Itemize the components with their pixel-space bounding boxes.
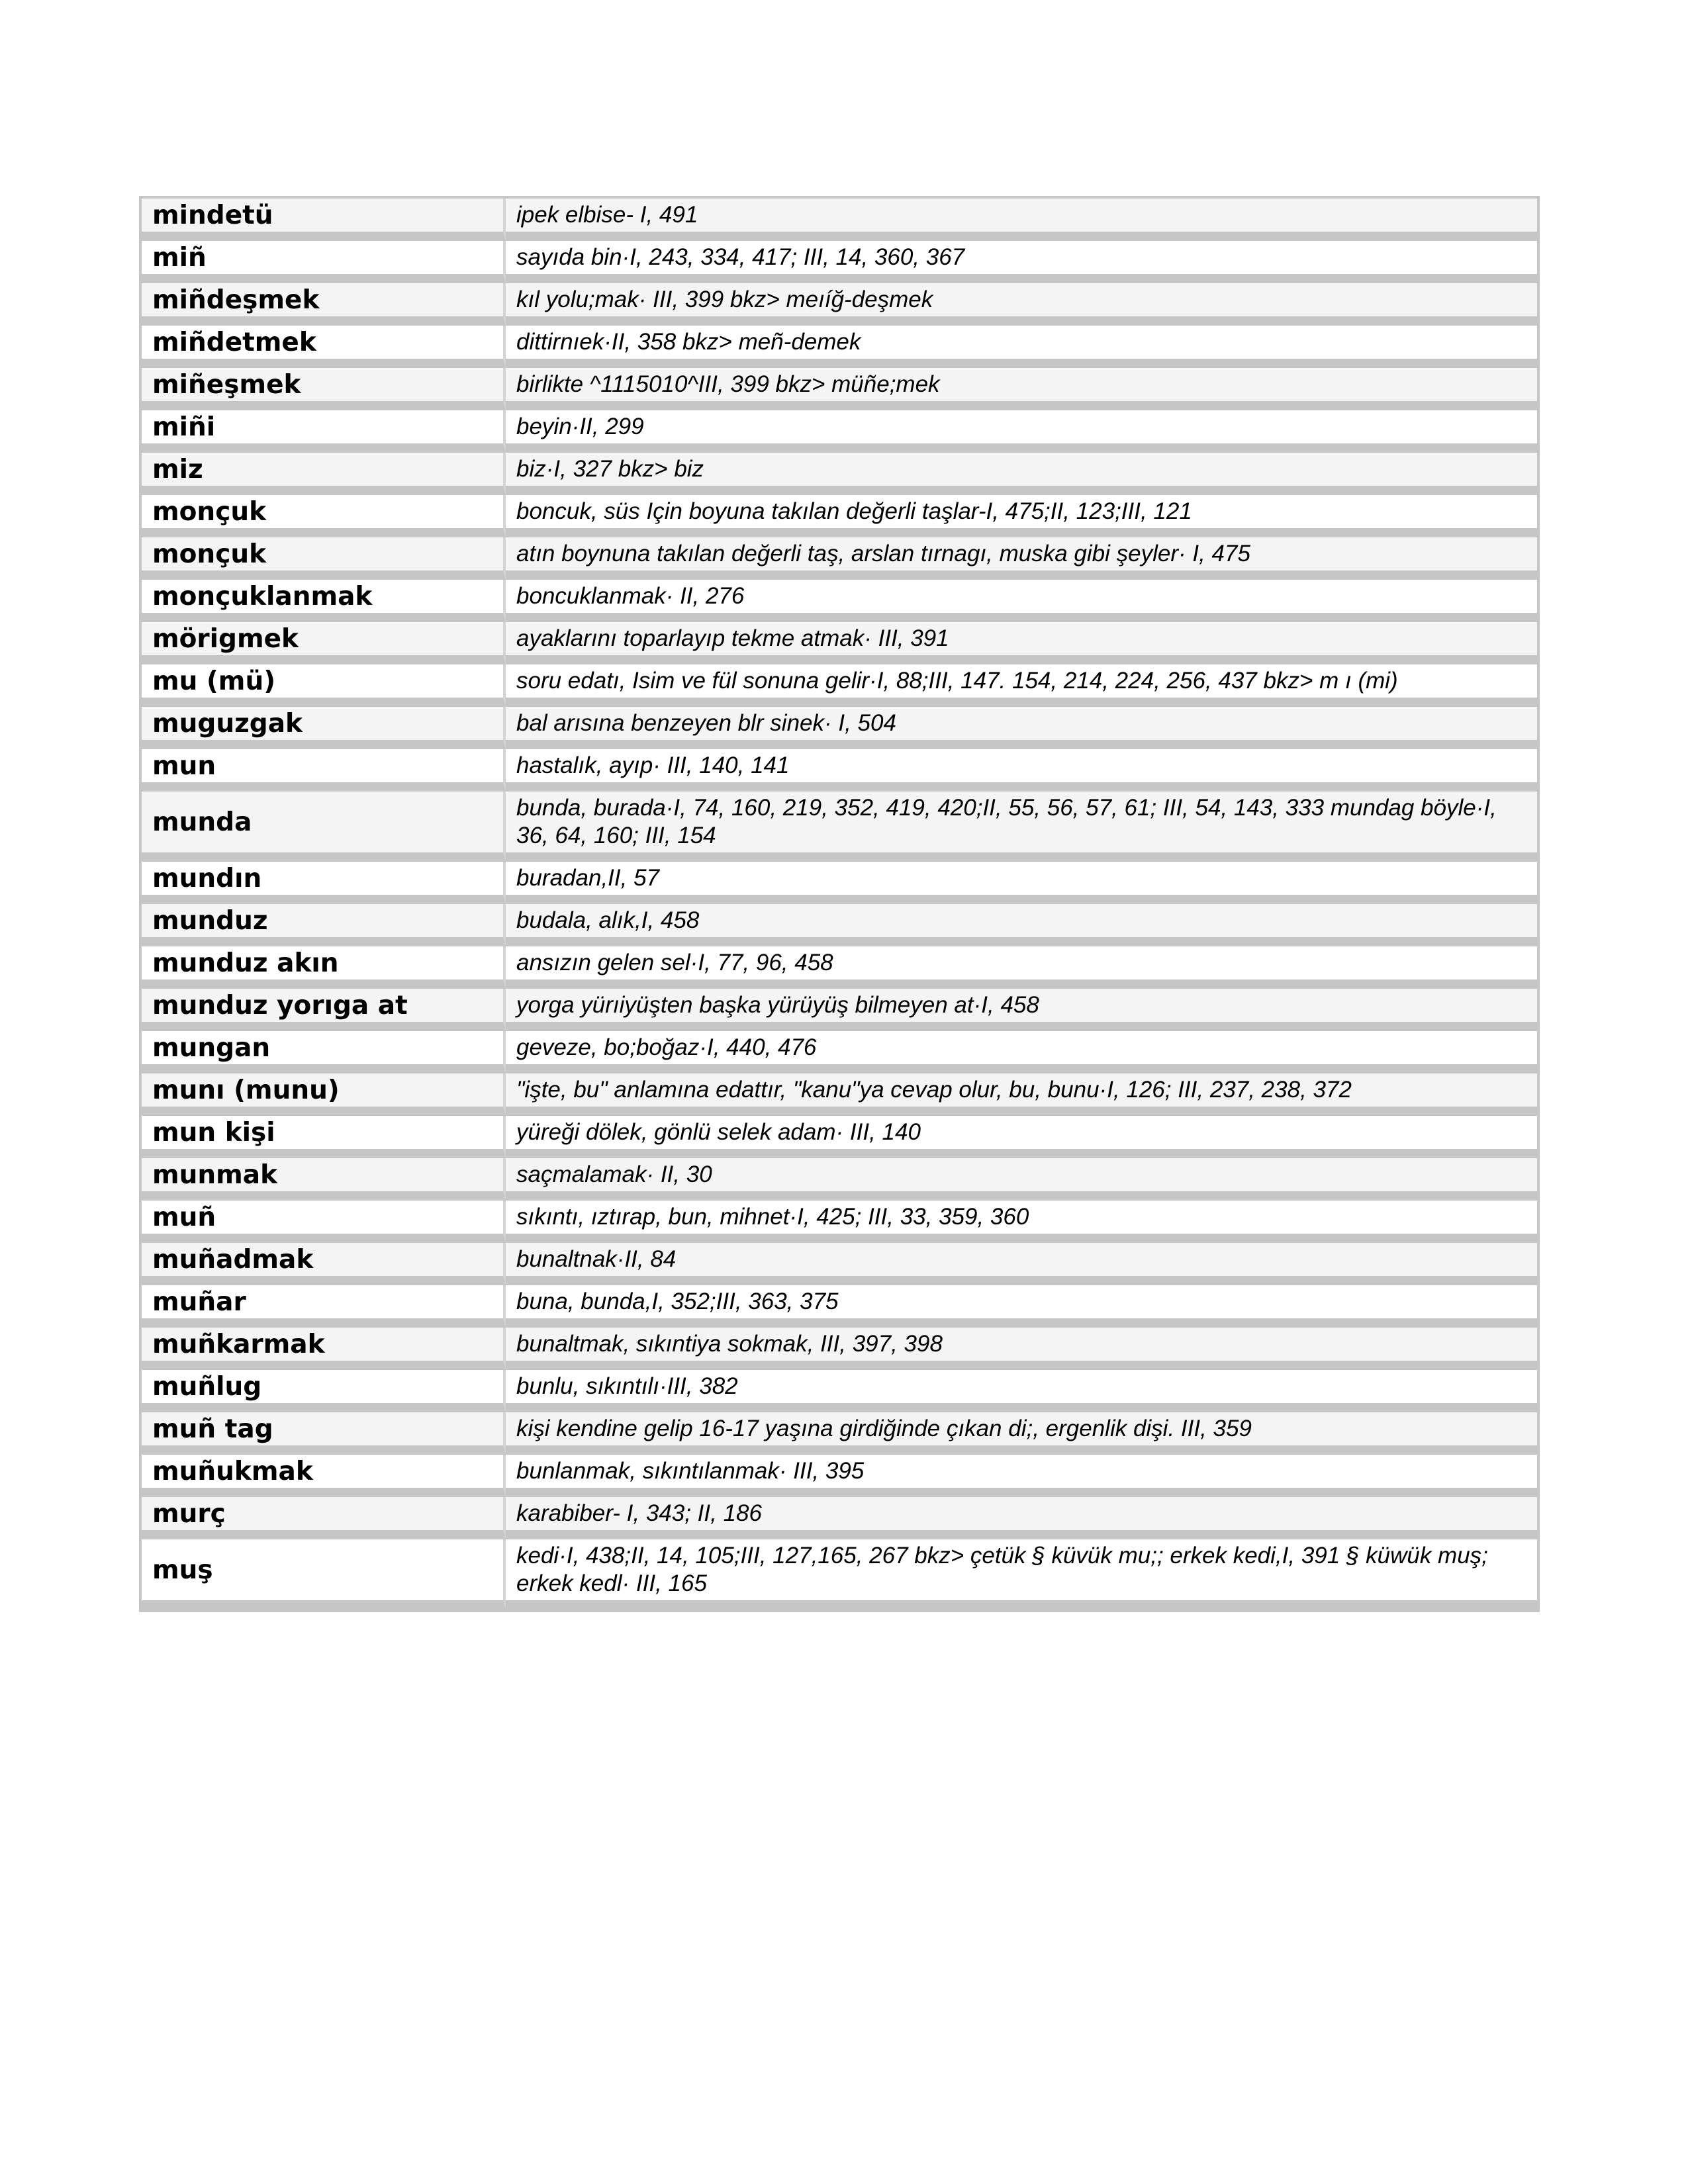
table-row (142, 1073, 1537, 1116)
entry-definition: kedi·I, 438;II, 14, 105;III, 127,165, 267 bkz> çetük § küvük mu;; erkek kedi,I, 391 § küwük muş; erkek kedl· III, 165 (506, 1539, 1537, 1610)
table-row (142, 1412, 1537, 1455)
entry-term: miñeşmek (142, 368, 506, 410)
table-row (142, 1243, 1537, 1285)
entry-term: munduz yorıga at (142, 989, 506, 1031)
entry-term: munı (munu) (142, 1073, 506, 1116)
entry-definition: kıl yolu;mak· III, 399 bkz> meıíğ-deşmek (506, 283, 1537, 326)
entry-definition: birlikte ^1115010^III, 399 bkz> müñe;mek (506, 368, 1537, 410)
entry-term: mundın (142, 862, 506, 904)
entry-definition: beyin·II, 299 (506, 410, 1537, 453)
entry-definition: budala, alık,I, 458 (506, 904, 1537, 946)
table-row (142, 1285, 1537, 1328)
table-row (142, 989, 1537, 1031)
entry-definition: bunda, burada·I, 74, 160, 219, 352, 419, 420;II, 55, 56, 57, 61; III, 54, 143, 333 mundag böyle·I, 36, 64, 160; III, 154 (506, 792, 1537, 862)
entry-term: miz (142, 453, 506, 495)
table-row (142, 1031, 1537, 1073)
table-row (142, 580, 1537, 622)
table-row (142, 1158, 1537, 1201)
entry-term: munduz akın (142, 946, 506, 989)
table-row (142, 368, 1537, 410)
entry-term: mindetü (142, 199, 506, 241)
entry-term: mörigmek (142, 622, 506, 664)
entry-definition: saçmalamak· II, 30 (506, 1158, 1537, 1201)
entry-definition: atın boynuna takılan değerli taş, arslan tırnagı, muska gibi şeyler· I, 475 (506, 537, 1537, 580)
entry-term: muñ (142, 1201, 506, 1243)
table-row (142, 792, 1537, 862)
table-row (142, 904, 1537, 946)
table-row (142, 1370, 1537, 1412)
table-row (142, 749, 1537, 792)
table-row (142, 495, 1537, 537)
entry-definition: buradan,II, 57 (506, 862, 1537, 904)
entry-definition: sıkıntı, ıztırap, bun, mihnet·I, 425; III, 33, 359, 360 (506, 1201, 1537, 1243)
table-row (142, 1539, 1537, 1610)
entry-term: miñi (142, 410, 506, 453)
table-row (142, 453, 1537, 495)
entry-definition: kişi kendine gelip 16-17 yaşına girdiğinde çıkan di;, ergenlik dişi. III, 359 (506, 1412, 1537, 1455)
table-row (142, 1116, 1537, 1158)
dictionary-body (142, 199, 1537, 1610)
table-row (142, 410, 1537, 453)
entry-definition: bunlu, sıkıntılı·III, 382 (506, 1370, 1537, 1412)
entry-term: muñ tag (142, 1412, 506, 1455)
entry-term: muñukmak (142, 1455, 506, 1497)
entry-definition: buna, bunda,I, 352;III, 363, 375 (506, 1285, 1537, 1328)
table-row (142, 622, 1537, 664)
table-row (142, 537, 1537, 580)
entry-term: mun kişi (142, 1116, 506, 1158)
dictionary-table (139, 196, 1540, 1612)
table-row (142, 1497, 1537, 1539)
entry-term: muñadmak (142, 1243, 506, 1285)
entry-definition: dittirnıek·II, 358 bkz> meñ-demek (506, 326, 1537, 368)
table-row (142, 1455, 1537, 1497)
entry-definition: biz·I, 327 bkz> biz (506, 453, 1537, 495)
entry-term: muñar (142, 1285, 506, 1328)
entry-term: muñlug (142, 1370, 506, 1412)
entry-term: mun (142, 749, 506, 792)
entry-term: mu (mü) (142, 664, 506, 707)
entry-definition: geveze, bo;boğaz·I, 440, 476 (506, 1031, 1537, 1073)
table-row (142, 1201, 1537, 1243)
entry-definition: yüreği dölek, gönlü selek adam· III, 140 (506, 1116, 1537, 1158)
entry-definition: bunlanmak, sıkıntılanmak· III, 395 (506, 1455, 1537, 1497)
entry-definition: "işte, bu" anlamına edattır, "kanu"ya cevap olur, bu, bunu·I, 126; III, 237, 238, 372 (506, 1073, 1537, 1116)
entry-term: miñdeşmek (142, 283, 506, 326)
entry-definition: ansızın gelen sel·I, 77, 96, 458 (506, 946, 1537, 989)
entry-definition: ipek elbise- I, 491 (506, 199, 1537, 241)
entry-definition: bunaltmak, sıkıntiya sokmak, III, 397, 398 (506, 1328, 1537, 1370)
table-row (142, 199, 1537, 241)
entry-term: miñ (142, 241, 506, 283)
entry-term: monçuk (142, 537, 506, 580)
entry-definition: boncuk, süs Için boyuna takılan değerli taşlar-I, 475;II, 123;III, 121 (506, 495, 1537, 537)
entry-term: murç (142, 1497, 506, 1539)
entry-definition: bal arısına benzeyen blr sinek· I, 504 (506, 707, 1537, 749)
table-row (142, 326, 1537, 368)
entry-term: monçuk (142, 495, 506, 537)
table-row (142, 862, 1537, 904)
entry-term: miñdetmek (142, 326, 506, 368)
table-row (142, 946, 1537, 989)
entry-definition: hastalık, ayıp· III, 140, 141 (506, 749, 1537, 792)
entry-term: munmak (142, 1158, 506, 1201)
table-row (142, 241, 1537, 283)
entry-term: monçuklanmak (142, 580, 506, 622)
entry-definition: soru edatı, Isim ve fül sonuna gelir·I, 88;III, 147. 154, 214, 224, 256, 437 bkz> m ı (mi) (506, 664, 1537, 707)
table-row (142, 707, 1537, 749)
entry-term: munda (142, 792, 506, 862)
table-row (142, 1328, 1537, 1370)
entry-definition: bunaltnak·II, 84 (506, 1243, 1537, 1285)
entry-term: mungan (142, 1031, 506, 1073)
entry-definition: karabiber- I, 343; II, 186 (506, 1497, 1537, 1539)
entry-definition: ayaklarını toparlayıp tekme atmak· III, 391 (506, 622, 1537, 664)
table-row (142, 664, 1537, 707)
entry-term: muguzgak (142, 707, 506, 749)
entry-definition: yorga yürıiyüşten başka yürüyüş bilmeyen at·I, 458 (506, 989, 1537, 1031)
entry-term: munduz (142, 904, 506, 946)
entry-definition: sayıda bin·I, 243, 334, 417; III, 14, 360, 367 (506, 241, 1537, 283)
entry-term: muñkarmak (142, 1328, 506, 1370)
entry-term: muş (142, 1539, 506, 1610)
table-row (142, 283, 1537, 326)
entry-definition: boncuklanmak· II, 276 (506, 580, 1537, 622)
